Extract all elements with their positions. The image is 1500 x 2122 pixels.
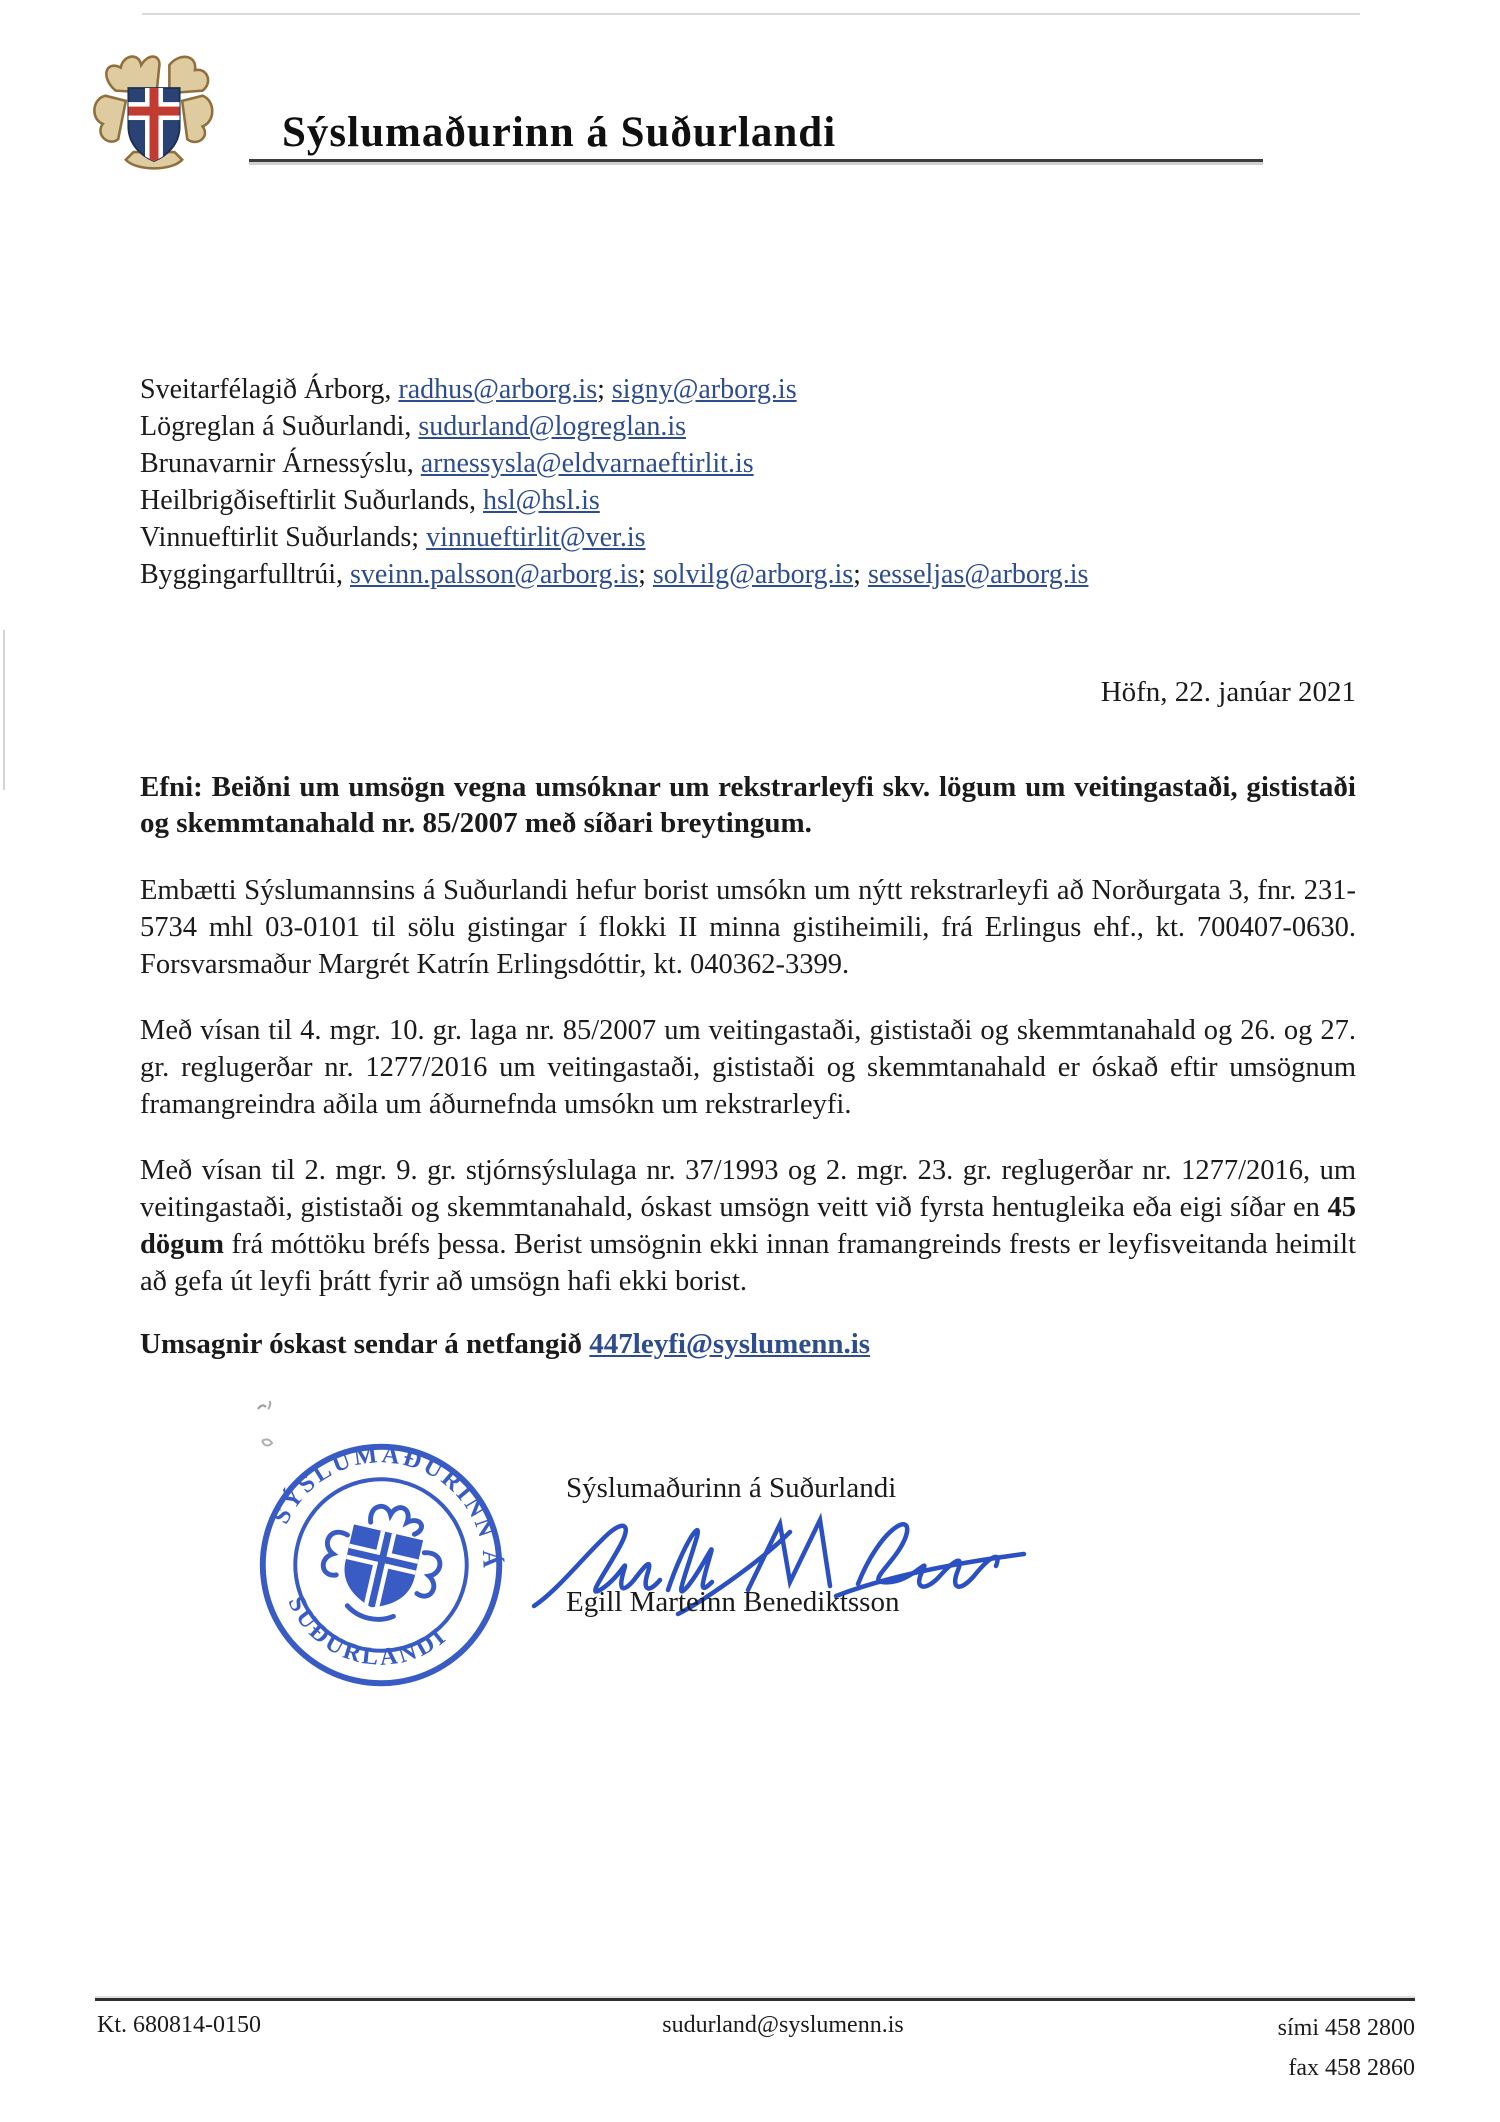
subject-line: Efni: Beiðni um umsögn vegna umsóknar um rekstrarleyfi skv. lögum um veitingastaði, gististaði og skemmtanahald nr. 85/2007 með síðari breytingum. bbox=[140, 771, 1356, 839]
email-separator: ; bbox=[597, 374, 612, 405]
official-stamp bbox=[248, 1432, 514, 1698]
footer-contact bbox=[1278, 2008, 1415, 2088]
recipient-line bbox=[140, 445, 1088, 482]
reply-email-link[interactable]: 447leyfi@syslumenn.is bbox=[589, 1328, 871, 1360]
footer-divider bbox=[95, 1998, 1415, 2001]
deadline-text-before: Með vísan til 2. mgr. 9. gr. stjórnsýslulaga nr. 37/1993 og 2. mgr. 23. gr. reglugerðar nr. 1277/2016, um veitingastaði, gististaði og skemmtanahald, óskast umsögn veitt við fyrsta hentugleika eða eigi síðar en bbox=[140, 1155, 1356, 1223]
footer-phone: sími 458 2800 bbox=[1277, 2015, 1415, 2041]
scan-artifact-line bbox=[3, 630, 5, 790]
recipient-email-link[interactable]: signy@arborg.is bbox=[611, 374, 797, 405]
date-line: Höfn, 22. janúar 2021 bbox=[1100, 676, 1356, 708]
recipient-line bbox=[140, 556, 1088, 593]
email-separator: ; bbox=[853, 559, 868, 590]
signature-office-line: Sýslumaðurinn á Suðurlandi bbox=[566, 1472, 897, 1504]
recipient-email-link[interactable]: radhus@arborg.is bbox=[398, 374, 598, 405]
stamp-top-text: SÝSLUMAÐURINN Á bbox=[267, 1440, 505, 1572]
stamp-bottom-text: SUÐURLANDI bbox=[282, 1591, 453, 1672]
recipient-label: Vinnueftirlit Suðurlands; bbox=[140, 522, 427, 553]
recipient-email-link[interactable]: vinnueftirlit@ver.is bbox=[426, 522, 646, 553]
deadline-text-after: frá móttöku bréfs þessa. Berist umsögnin ekki innan framangreinds frests er leyfisveitanda heimilt að gefa út leyfi þrátt fyrir að umsögn hafi ekki borist. bbox=[140, 1229, 1356, 1297]
email-separator: ; bbox=[638, 559, 653, 590]
recipient-line bbox=[140, 519, 1088, 556]
footer-kennitala: Kt. 680814-0150 bbox=[97, 2012, 261, 2038]
recipient-line bbox=[140, 482, 1088, 519]
iceland-coat-of-arms-logo bbox=[90, 52, 218, 174]
deadline-days-bold: 45 dögum bbox=[140, 1192, 1356, 1260]
recipient-label: Lögreglan á Suðurlandi, bbox=[140, 411, 419, 442]
recipient-email-link[interactable]: sesseljas@arborg.is bbox=[867, 559, 1089, 590]
recipient-line bbox=[140, 371, 1088, 408]
recipient-list bbox=[140, 371, 1088, 593]
stamp-coat-of-arms bbox=[313, 1493, 451, 1631]
paragraph-application: Embætti Sýslumannsins á Suðurlandi hefur borist umsókn um nýtt rekstrarleyfi að Norðurgata 3, fnr. 231-5734 mhl 03-0101 til sölu gistingar í flokki II minna gistiheimili, frá Erlingus ehf., kt. 700407-0630. Forsvarsmaður Margrét Katrín Erlingsdóttir, kt. 040362-3399. bbox=[140, 875, 1356, 980]
recipient-email-link[interactable]: sudurland@logreglan.is bbox=[418, 411, 687, 442]
recipient-email-link[interactable]: sveinn.palsson@arborg.is bbox=[349, 559, 639, 590]
recipient-label: Byggingarfulltrúi, bbox=[140, 559, 350, 590]
recipient-line bbox=[140, 408, 1088, 445]
signature-name: Egill Marteinn Benediktsson bbox=[566, 1586, 900, 1618]
page-title: Sýslumaðurinn á Suðurlandi bbox=[282, 109, 837, 156]
footer-email: sudurland@syslumenn.is bbox=[662, 2012, 904, 2038]
recipient-label: Heilbrigðiseftirlit Suðurlands, bbox=[140, 485, 483, 516]
closing-text: Umsagnir óskast sendar á netfangið bbox=[140, 1328, 590, 1360]
recipient-label: Brunavarnir Árnessýslu, bbox=[140, 448, 421, 479]
paragraph-legal-basis: Með vísan til 4. mgr. 10. gr. laga nr. 85/2007 um veitingastaði, gististaði og skemmtanahald og 26. og 27. gr. reglugerðar nr. 1277/2016 um veitingastaði, gististaði og skemmtanahald er óskað eftir umsögnum framangreindra aðila um áðurnefnda umsókn um rekstrarleyfi. bbox=[140, 1015, 1356, 1120]
paragraph-deadline bbox=[140, 1152, 1356, 1300]
scan-artifact-line bbox=[142, 13, 1360, 15]
recipient-email-link[interactable]: hsl@hsl.is bbox=[482, 485, 600, 516]
closing-instruction bbox=[140, 1328, 870, 1361]
recipient-email-link[interactable]: solvilg@arborg.is bbox=[652, 559, 854, 590]
title-underline bbox=[249, 159, 1263, 162]
footer-fax: fax 458 2860 bbox=[1288, 2055, 1415, 2081]
recipient-email-link[interactable]: arnessysla@eldvarnaeftirlit.is bbox=[420, 448, 754, 479]
recipient-label: Sveitarfélagið Árborg, bbox=[140, 374, 399, 405]
